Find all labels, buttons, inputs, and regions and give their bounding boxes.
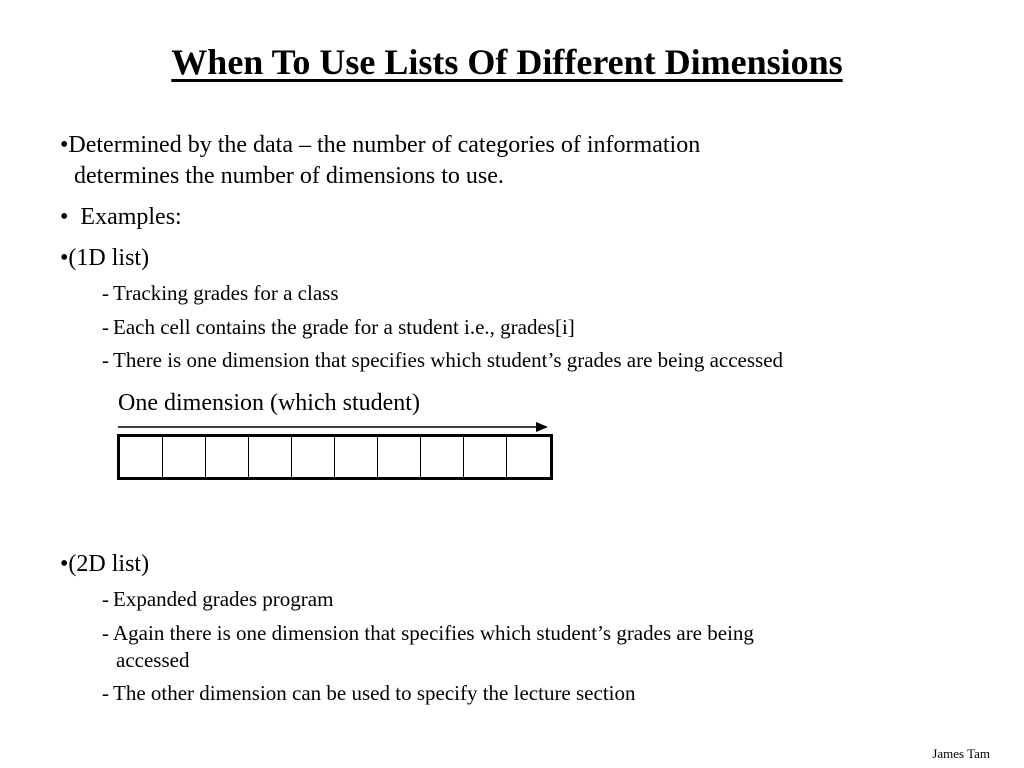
bullet-text: Determined by the data – the number of categories of information	[68, 132, 701, 158]
footer-author: James Tam	[932, 746, 990, 761]
sub-marker: -	[102, 348, 109, 372]
diagram-label: One dimension (which student)	[118, 390, 420, 416]
sub-item-expanded	[102, 585, 333, 613]
bullet-text: Examples:	[80, 204, 182, 230]
list-cell	[378, 437, 421, 477]
list-cell	[507, 437, 550, 477]
list-cell	[120, 437, 163, 477]
bullet-text: (2D list)	[68, 551, 150, 577]
sub-item-each-cell	[102, 313, 575, 341]
bullet-text: (1D list)	[68, 245, 150, 271]
slide-title: When To Use Lists Of Different Dimensions	[171, 42, 843, 82]
list-cell	[421, 437, 464, 477]
sub-item-tracking	[102, 279, 339, 307]
sub-item-one-dimension	[102, 346, 783, 374]
bullet-marker: •	[60, 204, 69, 230]
bullet-marker: •	[60, 551, 69, 577]
bullet-marker: •	[60, 245, 69, 271]
bullet-marker: •	[60, 132, 69, 158]
bullet-examples	[60, 201, 182, 233]
sub-text: Expanded grades program	[113, 587, 334, 611]
sub-marker: -	[102, 621, 109, 645]
sub-text: The other dimension can be used to specify the lecture section	[113, 681, 636, 705]
list-cell	[335, 437, 378, 477]
sub-marker: -	[102, 281, 109, 305]
sub-marker: -	[102, 681, 109, 705]
list-cell	[292, 437, 335, 477]
dimension-arrow	[118, 420, 550, 434]
list-cell	[464, 437, 507, 477]
sub-text: accessed	[116, 648, 190, 672]
sub-marker: -	[102, 315, 109, 339]
list-cell	[249, 437, 292, 477]
list-cell	[206, 437, 249, 477]
bullet-determined	[60, 129, 700, 161]
sub-text: Again there is one dimension that specifies which student’s grades are being	[113, 621, 754, 645]
list-cells	[117, 434, 553, 480]
sub-item-other-dimension	[102, 679, 636, 707]
list-cell	[163, 437, 206, 477]
sub-text: There is one dimension that specifies which student’s grades are being accessed	[113, 348, 784, 372]
sub-text: Each cell contains the grade for a student i.e., grades[i]	[113, 315, 575, 339]
bullet-determined-continuation	[74, 160, 504, 192]
bullet-1d-list	[60, 242, 149, 274]
sub-item-again-continuation	[116, 646, 189, 674]
bullet-text: determines the number of dimensions to use.	[74, 163, 504, 189]
sub-marker: -	[102, 587, 109, 611]
bullet-2d-list	[60, 548, 149, 580]
sub-item-again	[102, 619, 754, 647]
sub-text: Tracking grades for a class	[113, 281, 339, 305]
